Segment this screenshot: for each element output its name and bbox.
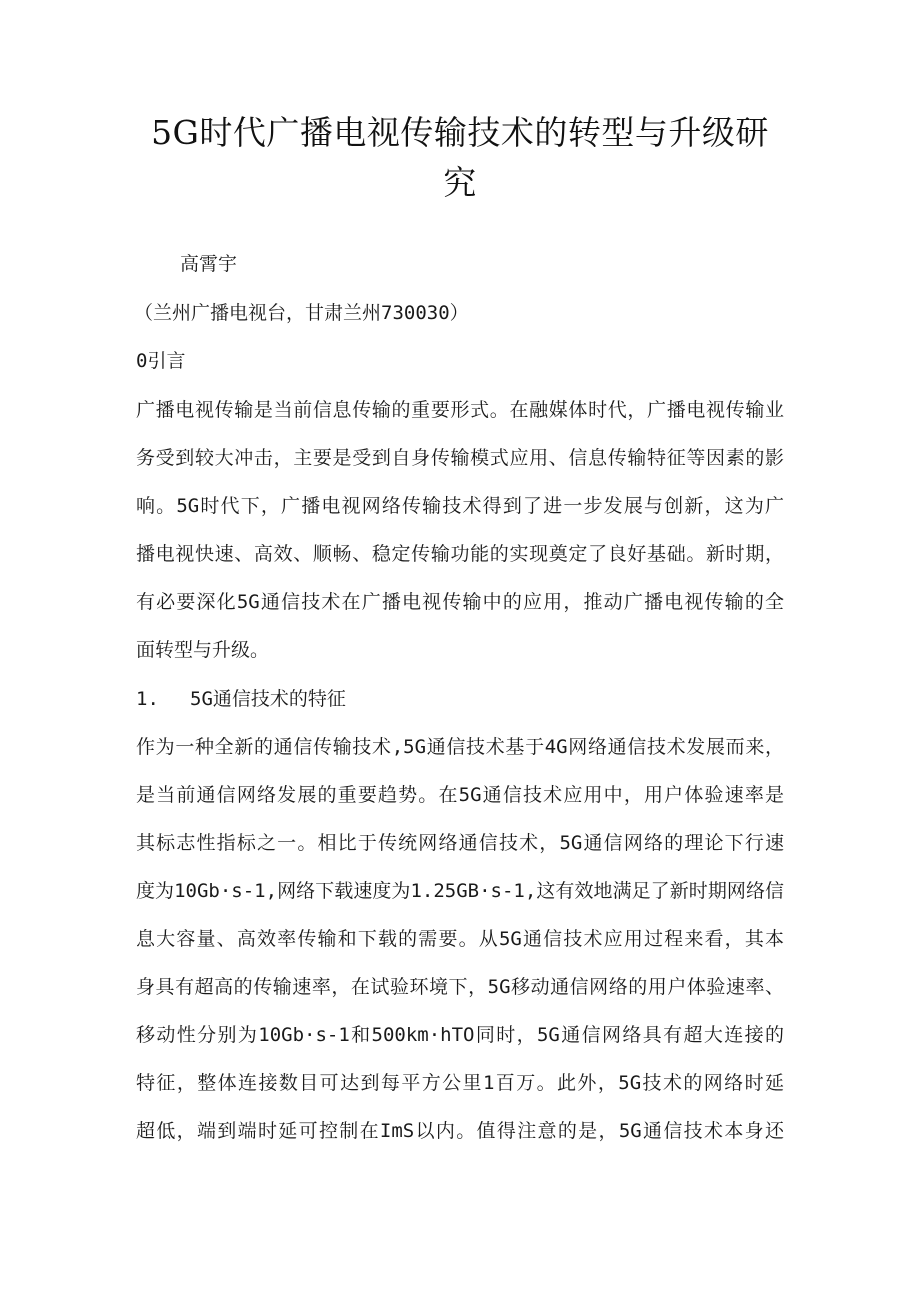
- section-1-paragraph-line: 超低，端到端时延可控制在ImS以内。值得注意的是，5G通信技术本身还: [136, 1120, 784, 1142]
- section-1-paragraph-line: 特征，整体连接数目可达到每平方公里1百万。此外，5G技术的网络时延: [136, 1072, 784, 1094]
- section-1-heading: [136, 687, 346, 711]
- section-1-title: 5G通信技术的特征: [190, 688, 346, 710]
- document-title-line-1: 5G时代广播电视传输技术的转型与升级研: [151, 113, 769, 152]
- author-name: 高霄宇: [180, 253, 238, 275]
- intro-heading: 0引言: [136, 350, 186, 372]
- author-affiliation: （兰州广播电视台，甘肃兰州730030）: [134, 302, 469, 324]
- intro-paragraph-line: 面转型与升级。: [136, 639, 270, 661]
- section-1-paragraph-line: 其标志性指标之一。相比于传统网络通信技术，5G通信网络的理论下行速: [136, 832, 784, 854]
- intro-paragraph-line: 响。5G时代下，广播电视网络传输技术得到了进一步发展与创新，这为广: [136, 495, 784, 517]
- intro-paragraph-line: 务受到较大冲击，主要是受到自身传输模式应用、信息传输特征等因素的影: [136, 447, 784, 469]
- intro-paragraph-line: 播电视快速、高效、顺畅、稳定传输功能的实现奠定了良好基础。新时期，: [136, 543, 784, 565]
- section-1-paragraph-line: 息大容量、高效率传输和下载的需要。从5G通信技术应用过程来看，其本: [136, 928, 784, 950]
- intro-paragraph-line: 广播电视传输是当前信息传输的重要形式。在融媒体时代，广播电视传输业: [136, 399, 784, 421]
- section-1-paragraph-line: 身具有超高的传输速率，在试验环境下，5G移动通信网络的用户体验速率、: [136, 976, 784, 998]
- section-1-number: 1.: [136, 688, 159, 710]
- section-1-paragraph-line: 作为一种全新的通信传输技术,5G通信技术基于4G网络通信技术发展而来，: [136, 736, 784, 758]
- section-1-paragraph-line: 是当前通信网络发展的重要趋势。在5G通信技术应用中，用户体验速率是: [136, 784, 784, 806]
- section-1-paragraph-line: 度为10Gb·s-1,网络下载速度为1.25GB·s-1,这有效地满足了新时期网络信: [136, 880, 784, 902]
- document-title-line-2: 究: [443, 163, 477, 202]
- section-1-paragraph-line: 移动性分别为10Gb·s-1和500km·hTO同时，5G通信网络具有超大连接的: [136, 1024, 784, 1046]
- intro-paragraph-line: 有必要深化5G通信技术在广播电视传输中的应用，推动广播电视传输的全: [136, 591, 784, 613]
